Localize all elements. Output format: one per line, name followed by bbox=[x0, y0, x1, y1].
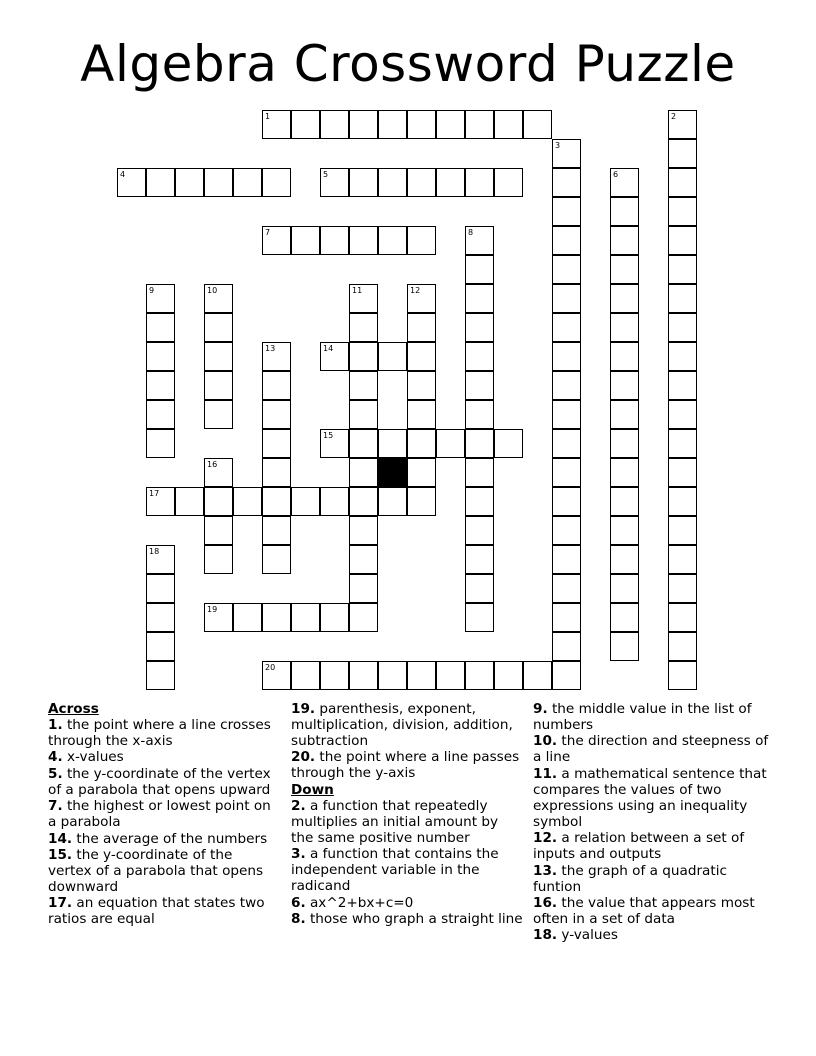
grid-cell[interactable] bbox=[407, 110, 436, 139]
clue-text: the direction and steepness of a line bbox=[533, 733, 769, 766]
grid-cell[interactable] bbox=[378, 168, 407, 197]
clue-number-label: 20. bbox=[291, 749, 316, 766]
grid-cell[interactable] bbox=[610, 342, 639, 371]
grid-cell[interactable] bbox=[262, 516, 291, 545]
grid-cell[interactable] bbox=[610, 429, 639, 458]
grid-cell[interactable] bbox=[494, 429, 523, 458]
grid-cell[interactable] bbox=[349, 516, 378, 545]
grid-cell[interactable] bbox=[668, 429, 697, 458]
grid-cell[interactable] bbox=[146, 400, 175, 429]
grid-cell[interactable] bbox=[204, 342, 233, 371]
clue-number: 17 bbox=[149, 489, 160, 498]
grid-cell[interactable] bbox=[320, 226, 349, 255]
clue-text: the average of the numbers bbox=[76, 830, 268, 847]
down-clue bbox=[533, 895, 769, 927]
grid-cell[interactable] bbox=[610, 516, 639, 545]
clue-text: the highest or lowest point on a parabola bbox=[48, 798, 271, 831]
grid-cell[interactable] bbox=[146, 574, 175, 603]
grid-cell[interactable] bbox=[668, 110, 697, 139]
clue-number: 5 bbox=[323, 170, 329, 179]
clue-number-label: 10. bbox=[533, 733, 558, 750]
clue-text: a relation between a set of inputs and outputs bbox=[533, 830, 745, 863]
clue-text: ax^2+bx+c=0 bbox=[309, 894, 414, 911]
grid-cell[interactable] bbox=[668, 226, 697, 255]
grid-cell[interactable] bbox=[668, 197, 697, 226]
clue-number-label: 13. bbox=[533, 862, 558, 879]
grid-cell[interactable] bbox=[349, 603, 378, 632]
grid-cell[interactable] bbox=[204, 458, 233, 487]
clue-number: 7 bbox=[265, 228, 271, 237]
down-clue bbox=[533, 733, 769, 765]
clue-number-label: 12. bbox=[533, 830, 558, 847]
grid-cell[interactable] bbox=[610, 632, 639, 661]
across-clue bbox=[48, 717, 280, 749]
clue-number-label: 1. bbox=[48, 717, 63, 733]
across-heading: Across bbox=[48, 701, 99, 717]
clue-number-label: 5. bbox=[48, 765, 63, 782]
grid-cell[interactable] bbox=[349, 487, 378, 516]
grid-cell[interactable] bbox=[523, 661, 552, 690]
grid-cell[interactable] bbox=[349, 168, 378, 197]
grid-cell[interactable] bbox=[494, 661, 523, 690]
grid-cell[interactable] bbox=[146, 342, 175, 371]
clue-number-label: 18. bbox=[533, 927, 558, 944]
grid-cell[interactable] bbox=[262, 487, 291, 516]
grid-cell[interactable] bbox=[610, 284, 639, 313]
grid-cell[interactable] bbox=[262, 371, 291, 400]
clue-number: 19 bbox=[207, 605, 218, 614]
clue-number: 15 bbox=[323, 431, 334, 440]
grid-cell[interactable] bbox=[320, 342, 349, 371]
grid-cell[interactable] bbox=[320, 168, 349, 197]
grid-cell[interactable] bbox=[552, 574, 581, 603]
clue-number: 2 bbox=[671, 112, 677, 121]
down-clue bbox=[291, 895, 523, 911]
grid-cell[interactable] bbox=[668, 661, 697, 690]
grid-cell[interactable] bbox=[610, 603, 639, 632]
grid-cell[interactable] bbox=[668, 139, 697, 168]
down-clue bbox=[291, 911, 523, 927]
grid-cell[interactable] bbox=[552, 313, 581, 342]
grid-cell[interactable] bbox=[523, 110, 552, 139]
grid-cell[interactable] bbox=[378, 661, 407, 690]
grid-cell[interactable] bbox=[610, 545, 639, 574]
clue-number-label: 3. bbox=[291, 846, 306, 863]
grid-cell[interactable] bbox=[465, 342, 494, 371]
grid-cell[interactable] bbox=[349, 574, 378, 603]
grid-cell[interactable] bbox=[262, 458, 291, 487]
clue-text: a function that repeatedly multiplies an initial amount by the same positive number bbox=[291, 797, 499, 846]
clue-text: the graph of a quadratic funtion bbox=[533, 862, 727, 895]
grid-cell[interactable] bbox=[552, 197, 581, 226]
down-clue bbox=[533, 701, 769, 733]
grid-cell[interactable] bbox=[465, 545, 494, 574]
clue-text: y-values bbox=[561, 927, 618, 944]
clue-number: 18 bbox=[149, 547, 160, 556]
grid-cell[interactable] bbox=[204, 545, 233, 574]
grid-cell[interactable] bbox=[291, 603, 320, 632]
grid-cell[interactable] bbox=[291, 487, 320, 516]
clue-text: parenthesis, exponent, multiplication, division, addition, subtraction bbox=[291, 701, 513, 749]
grid-cell[interactable] bbox=[668, 313, 697, 342]
grid-cell[interactable] bbox=[349, 400, 378, 429]
grid-cell[interactable] bbox=[465, 603, 494, 632]
clue-number-label: 17. bbox=[48, 895, 73, 912]
grid-cell[interactable] bbox=[349, 429, 378, 458]
grid-cell[interactable] bbox=[262, 342, 291, 371]
grid-cell[interactable] bbox=[146, 632, 175, 661]
clue-number: 1 bbox=[265, 112, 271, 121]
grid-cell[interactable] bbox=[262, 661, 291, 690]
grid-cell[interactable] bbox=[262, 110, 291, 139]
clue-number: 8 bbox=[468, 228, 474, 237]
grid-cell[interactable] bbox=[552, 429, 581, 458]
clue-number-label: 7. bbox=[48, 798, 63, 815]
grid-cell[interactable] bbox=[378, 429, 407, 458]
grid-cell[interactable] bbox=[146, 371, 175, 400]
grid-cell[interactable] bbox=[610, 168, 639, 197]
grid-cell[interactable] bbox=[262, 603, 291, 632]
clue-number-label: 2. bbox=[291, 797, 306, 814]
across-clue bbox=[48, 847, 280, 895]
grid-cell[interactable] bbox=[146, 545, 175, 574]
grid-cell[interactable] bbox=[320, 487, 349, 516]
clue-text: a mathematical sentence that compares the values of two expressions using an inequality symbol bbox=[533, 765, 767, 830]
grid-cell[interactable] bbox=[233, 487, 262, 516]
grid-cell[interactable] bbox=[668, 516, 697, 545]
grid-cell[interactable] bbox=[204, 313, 233, 342]
clue-number: 16 bbox=[207, 460, 218, 469]
grid-cell[interactable] bbox=[349, 284, 378, 313]
grid-cell[interactable] bbox=[668, 371, 697, 400]
grid-cell[interactable] bbox=[668, 400, 697, 429]
clue-number: 12 bbox=[410, 286, 421, 295]
grid-cell[interactable] bbox=[552, 516, 581, 545]
grid-cell[interactable] bbox=[494, 168, 523, 197]
grid-cell[interactable] bbox=[465, 487, 494, 516]
grid-cell[interactable] bbox=[465, 661, 494, 690]
grid-cell[interactable] bbox=[146, 313, 175, 342]
clue-number-label: 19. bbox=[291, 701, 316, 717]
grid-cell[interactable] bbox=[175, 168, 204, 197]
grid-cell[interactable] bbox=[610, 574, 639, 603]
grid-cell[interactable] bbox=[465, 458, 494, 487]
clue-number-label: 14. bbox=[48, 830, 73, 847]
grid-cell[interactable] bbox=[349, 226, 378, 255]
grid-cell[interactable] bbox=[378, 226, 407, 255]
clue-column-2 bbox=[291, 701, 523, 927]
grid-cell[interactable] bbox=[668, 603, 697, 632]
grid-cell[interactable] bbox=[668, 342, 697, 371]
grid-cell[interactable] bbox=[349, 545, 378, 574]
grid-cell[interactable] bbox=[291, 661, 320, 690]
down-clue bbox=[533, 927, 769, 943]
grid-cell[interactable] bbox=[349, 313, 378, 342]
grid-cell[interactable] bbox=[465, 110, 494, 139]
grid-cell[interactable] bbox=[204, 371, 233, 400]
grid-cell[interactable] bbox=[610, 371, 639, 400]
grid-cell[interactable] bbox=[320, 603, 349, 632]
grid-cell[interactable] bbox=[407, 371, 436, 400]
clue-column-3 bbox=[533, 701, 769, 944]
grid-cell[interactable] bbox=[407, 168, 436, 197]
down-clue bbox=[533, 830, 769, 862]
grid-cell[interactable] bbox=[204, 603, 233, 632]
grid-cell[interactable] bbox=[407, 661, 436, 690]
clue-number-label: 9. bbox=[533, 701, 548, 717]
clue-number-label: 15. bbox=[48, 846, 73, 863]
clue-number: 20 bbox=[265, 663, 276, 672]
grid-cell[interactable] bbox=[494, 110, 523, 139]
grid-cell[interactable] bbox=[146, 429, 175, 458]
grid-cell[interactable] bbox=[204, 284, 233, 313]
across-clue bbox=[48, 895, 280, 927]
grid-cell[interactable] bbox=[204, 168, 233, 197]
grid-cell[interactable] bbox=[407, 284, 436, 313]
grid-cell[interactable] bbox=[668, 255, 697, 284]
across-clue bbox=[48, 831, 280, 847]
across-clue bbox=[48, 798, 280, 830]
grid-cell[interactable] bbox=[204, 487, 233, 516]
grid-cell[interactable] bbox=[320, 429, 349, 458]
grid-cell[interactable] bbox=[233, 168, 262, 197]
grid-cell[interactable] bbox=[465, 313, 494, 342]
grid-cell[interactable] bbox=[610, 313, 639, 342]
grid-cell[interactable] bbox=[146, 603, 175, 632]
grid-cell[interactable] bbox=[552, 139, 581, 168]
grid-cell[interactable] bbox=[552, 545, 581, 574]
grid-cell[interactable] bbox=[262, 545, 291, 574]
grid-cell[interactable] bbox=[465, 371, 494, 400]
grid-cell[interactable] bbox=[407, 400, 436, 429]
grid-cell[interactable] bbox=[668, 632, 697, 661]
grid-cell[interactable] bbox=[378, 487, 407, 516]
grid-cell[interactable] bbox=[552, 371, 581, 400]
clue-number-label: 8. bbox=[291, 910, 306, 927]
grid-cell[interactable] bbox=[552, 226, 581, 255]
grid-cell[interactable] bbox=[146, 168, 175, 197]
clue-number-label: 4. bbox=[48, 749, 63, 766]
down-heading: Down bbox=[291, 781, 334, 798]
grid-cell[interactable] bbox=[552, 487, 581, 516]
clue-number: 9 bbox=[149, 286, 155, 295]
grid-cell[interactable] bbox=[668, 487, 697, 516]
grid-cell[interactable] bbox=[407, 226, 436, 255]
clue-number: 4 bbox=[120, 170, 126, 179]
grid-cell[interactable] bbox=[668, 545, 697, 574]
grid-cell[interactable] bbox=[552, 632, 581, 661]
grid-cell[interactable] bbox=[610, 226, 639, 255]
black-cell bbox=[378, 458, 407, 487]
page-title: Algebra Crossword Puzzle bbox=[80, 35, 736, 93]
down-clue bbox=[533, 766, 769, 830]
grid-cell[interactable] bbox=[552, 458, 581, 487]
grid-cell[interactable] bbox=[407, 313, 436, 342]
grid-cell[interactable] bbox=[378, 110, 407, 139]
grid-cell[interactable] bbox=[668, 284, 697, 313]
grid-cell[interactable] bbox=[262, 226, 291, 255]
grid-cell[interactable] bbox=[349, 371, 378, 400]
clue-number: 14 bbox=[323, 344, 334, 353]
grid-cell[interactable] bbox=[610, 400, 639, 429]
grid-cell[interactable] bbox=[349, 458, 378, 487]
clue-number: 10 bbox=[207, 286, 218, 295]
clue-column-1 bbox=[48, 701, 280, 928]
across-clue bbox=[291, 701, 523, 749]
grid-cell[interactable] bbox=[465, 574, 494, 603]
grid-cell[interactable] bbox=[436, 661, 465, 690]
grid-cell[interactable] bbox=[436, 429, 465, 458]
grid-cell[interactable] bbox=[610, 458, 639, 487]
grid-cell[interactable] bbox=[407, 429, 436, 458]
grid-cell[interactable] bbox=[407, 458, 436, 487]
grid-cell[interactable] bbox=[262, 168, 291, 197]
grid-cell[interactable] bbox=[291, 226, 320, 255]
grid-cell[interactable] bbox=[349, 661, 378, 690]
grid-cell[interactable] bbox=[146, 487, 175, 516]
grid-cell[interactable] bbox=[552, 603, 581, 632]
grid-cell[interactable] bbox=[465, 429, 494, 458]
clue-text: the point where a line crosses through the x-axis bbox=[48, 717, 271, 749]
down-clue bbox=[291, 798, 523, 846]
grid-cell[interactable] bbox=[465, 400, 494, 429]
grid-cell[interactable] bbox=[465, 255, 494, 284]
clue-text: the y-coordinate of the vertex of a parabola that opens downward bbox=[48, 846, 264, 895]
across-clue bbox=[48, 749, 280, 765]
grid-cell[interactable] bbox=[552, 255, 581, 284]
grid-cell[interactable] bbox=[320, 110, 349, 139]
clue-number-label: 11. bbox=[533, 765, 558, 782]
grid-cell[interactable] bbox=[610, 255, 639, 284]
clue-text: x-values bbox=[66, 749, 124, 766]
clue-number-label: 6. bbox=[291, 894, 306, 911]
clue-number-label: 16. bbox=[533, 894, 558, 911]
grid-cell[interactable] bbox=[175, 487, 204, 516]
grid-cell[interactable] bbox=[349, 110, 378, 139]
grid-cell[interactable] bbox=[407, 342, 436, 371]
grid-cell[interactable] bbox=[610, 487, 639, 516]
clue-text: an equation that states two ratios are equal bbox=[48, 895, 265, 928]
clue-text: the middle value in the list of numbers bbox=[533, 701, 752, 733]
clue-text: the y-coordinate of the vertex of a parabola that opens upward bbox=[48, 765, 271, 798]
grid-cell[interactable] bbox=[262, 429, 291, 458]
grid-cell[interactable] bbox=[465, 284, 494, 313]
grid-cell[interactable] bbox=[204, 516, 233, 545]
grid-cell[interactable] bbox=[465, 168, 494, 197]
grid-cell[interactable] bbox=[407, 487, 436, 516]
grid-cell[interactable] bbox=[117, 168, 146, 197]
clue-text: the value that appears most often in a set of data bbox=[533, 894, 755, 927]
grid-cell[interactable] bbox=[204, 400, 233, 429]
grid-cell[interactable] bbox=[668, 458, 697, 487]
grid-cell[interactable] bbox=[465, 516, 494, 545]
grid-cell[interactable] bbox=[291, 110, 320, 139]
clue-number: 3 bbox=[555, 141, 561, 150]
grid-cell[interactable] bbox=[610, 197, 639, 226]
grid-cell[interactable] bbox=[436, 110, 465, 139]
down-clue bbox=[291, 846, 523, 894]
grid-cell[interactable] bbox=[233, 603, 262, 632]
clue-number: 11 bbox=[352, 286, 363, 295]
grid-cell[interactable] bbox=[320, 661, 349, 690]
clue-number: 6 bbox=[613, 170, 619, 179]
clue-text: the point where a line passes through the y-axis bbox=[291, 749, 520, 782]
grid-cell[interactable] bbox=[146, 284, 175, 313]
across-clue bbox=[48, 766, 280, 798]
grid-cell[interactable] bbox=[262, 400, 291, 429]
grid-cell[interactable] bbox=[552, 661, 581, 690]
grid-cell[interactable] bbox=[668, 574, 697, 603]
grid-cell[interactable] bbox=[668, 168, 697, 197]
across-clue bbox=[291, 749, 523, 781]
grid-cell[interactable] bbox=[465, 226, 494, 255]
grid-cell[interactable] bbox=[436, 168, 465, 197]
grid-cell[interactable] bbox=[552, 168, 581, 197]
down-clue bbox=[533, 863, 769, 895]
grid-cell[interactable] bbox=[146, 661, 175, 690]
grid-cell[interactable] bbox=[378, 342, 407, 371]
grid-cell[interactable] bbox=[349, 342, 378, 371]
grid-cell[interactable] bbox=[552, 284, 581, 313]
clue-text: a function that contains the independent variable in the radicand bbox=[291, 846, 499, 895]
clue-text: those who graph a straight line bbox=[309, 910, 523, 927]
grid-cell[interactable] bbox=[552, 342, 581, 371]
grid-cell[interactable] bbox=[552, 400, 581, 429]
clue-number: 13 bbox=[265, 344, 276, 353]
